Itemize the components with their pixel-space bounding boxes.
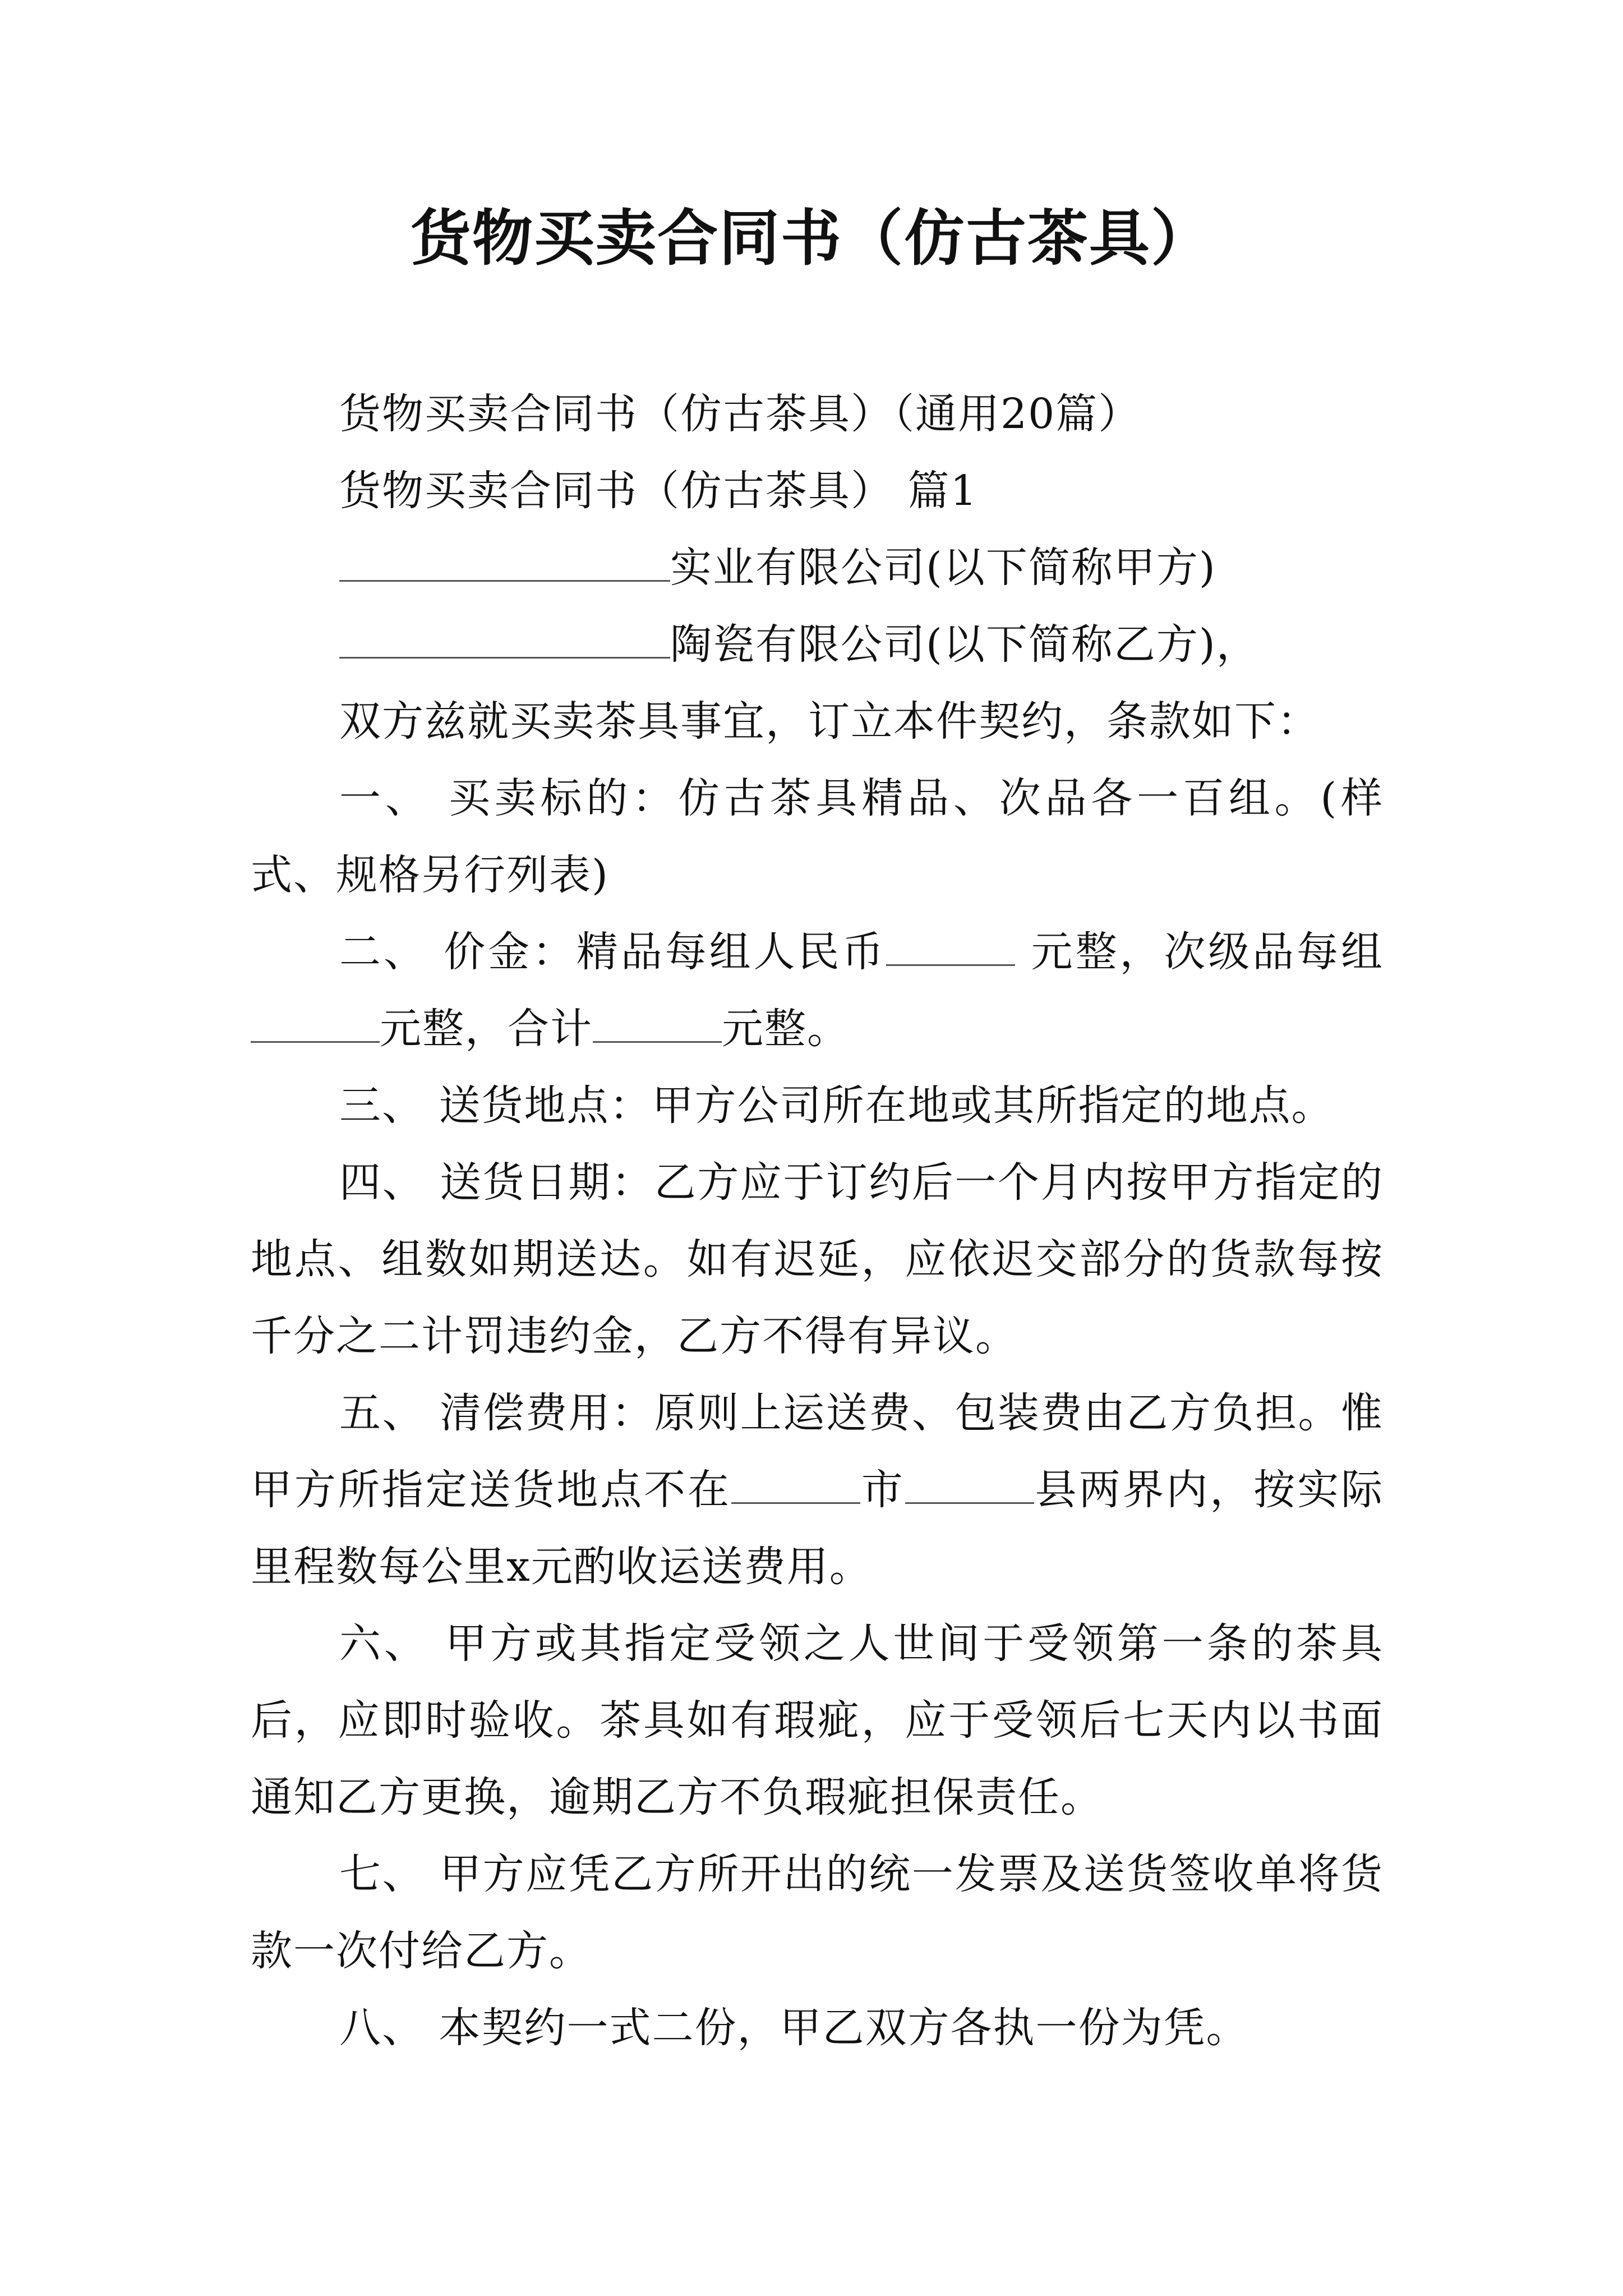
- clause-6: 六、 甲方或其指定受领之人世间于受领第一条的茶具后，应即时验收。茶具如有瑕疵，应于受领后七天内以书面通知乙方更换，逾期乙方不负瑕疵担保责任。: [251, 1619, 1384, 1821]
- clause-2-text-1: 二、 价金：精品每组人民币: [339, 928, 887, 976]
- party-b-line: [251, 606, 1384, 683]
- party-b-name-blank: [339, 623, 670, 659]
- premium-price-blank: [886, 931, 1015, 966]
- clause-5: [251, 1375, 1384, 1605]
- clause-1: 一、 买卖标的：仿古茶具精品、次品各一百组。(样式、规格另行列表): [251, 774, 1384, 899]
- party-a-suffix: 实业有限公司(以下简称甲方): [670, 544, 1216, 592]
- total-price-blank: [593, 1007, 722, 1043]
- clause-2: [251, 914, 1384, 1068]
- clause-3: 三、 送货地点：甲方公司所在地或其所指定的地点。: [339, 1082, 1334, 1130]
- city-blank: [731, 1469, 860, 1504]
- party-a-line: [251, 530, 1384, 606]
- intro-paragraph: 双方兹就买卖茶具事宜，订立本件契约，条款如下：: [339, 697, 1320, 746]
- clause-2-text-4: 元整。: [722, 1005, 850, 1053]
- document-body: [251, 376, 1384, 2067]
- section-heading: 货物买卖合同书（仿古茶具） 篇1: [339, 467, 978, 515]
- clause-8: 八、 本契约一式二份，甲乙双方各执一份为凭。: [339, 2004, 1249, 2052]
- clause-7: 七、 甲方应凭乙方所开出的统一发票及送货签收单将货款一次付给乙方。: [251, 1850, 1384, 1975]
- secondary-price-blank: [251, 1007, 380, 1043]
- clause-5-text-1: 五、 清偿费用：原则上运送费、包装费由乙方负担。惟甲方所指定送货地点不在: [251, 1389, 1384, 1514]
- clause-2-text-2: 元整，次级品每组: [1015, 928, 1384, 976]
- county-blank: [905, 1469, 1034, 1504]
- party-b-suffix: 陶瓷有限公司(以下简称乙方)，: [670, 620, 1259, 669]
- clause-5-text-3: 县两界内，按实际里程数每公里x元酌收运送费用。: [251, 1466, 1384, 1591]
- clause-5-text-2: 市: [860, 1466, 905, 1514]
- clause-4: 四、 送货日期：乙方应于订约后一个月内按甲方指定的地点、组数如期送达。如有迟延，应依迟交部分的货款每按千分之二计罚违约金，乙方不得有异议。: [251, 1158, 1384, 1360]
- document-subtitle: 货物买卖合同书（仿古茶具）（通用20篇）: [339, 390, 1141, 438]
- clause-2-text-3: 元整，合计: [380, 1005, 593, 1053]
- party-a-name-blank: [339, 546, 670, 582]
- document-title: 货物买卖合同书（仿古茶具）: [410, 203, 1212, 274]
